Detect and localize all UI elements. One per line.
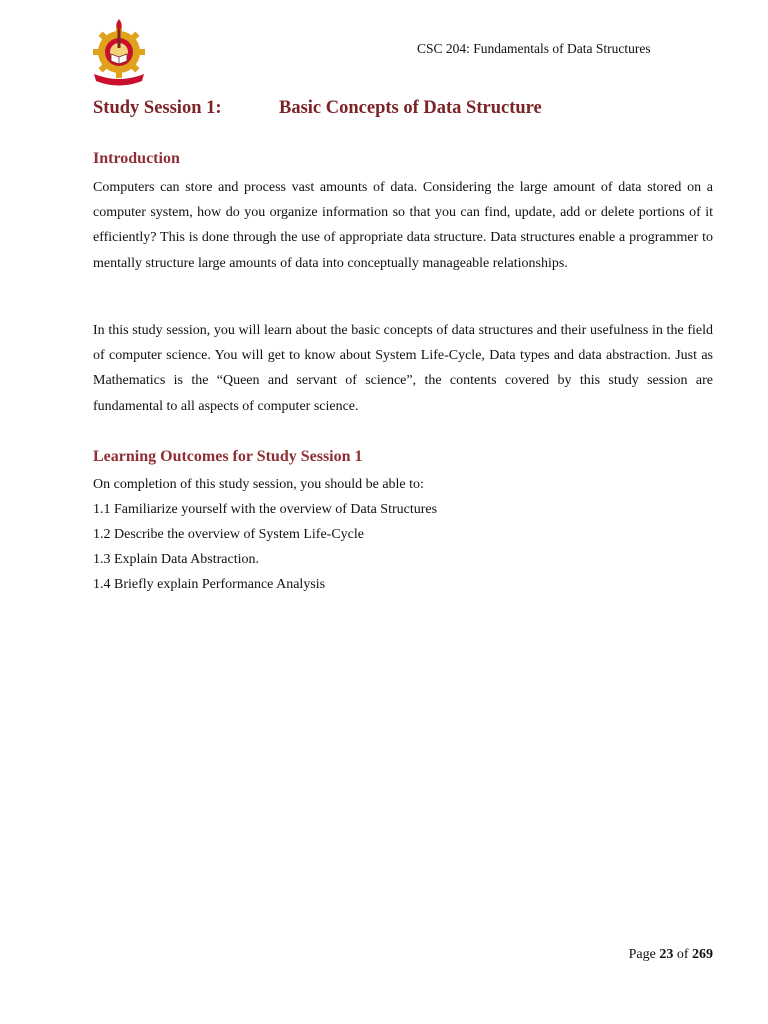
introduction-heading: Introduction (93, 150, 180, 167)
introduction-paragraph-1: Computers can store and process vast amounts of data. Considering the large amount of data stored on a computer system, how do you organize information so that you can find, update, add or delete portions of it efficiently? This is done through the use of appropriate data structure. Data structures enable a programmer to mentally structure large amounts of data into conceptually manageable relationships. (93, 180, 713, 271)
outcome-item: 1.3 Explain Data Abstraction. (93, 552, 260, 567)
introduction-paragraph-2: In this study session, you will learn about the basic concepts of data structures and their usefulness in the field of computer science. You will get to know about System Life-Cycle, Data types and data abstraction. Just as Mathematics is the “Queen and servant of science”, the contents covered by this study session are fundamental to all aspects of computer science. (93, 323, 713, 414)
session-title (93, 98, 542, 119)
learning-outcomes-heading: Learning Outcomes for Study Session 1 (93, 448, 363, 465)
of-word: of (676, 947, 689, 962)
total-pages: 269 (692, 947, 713, 962)
page-number (629, 947, 713, 963)
current-page: 23 (659, 947, 674, 962)
outcome-item: 1.4 Briefly explain Performance Analysis (93, 577, 326, 592)
outcome-item: 1.1 Familiarize yourself with the overview of Data Structures (93, 502, 438, 517)
session-label: Study Session 1: (93, 98, 222, 118)
page-word: Page (628, 947, 656, 962)
outcomes-lead: On completion of this study session, you should be able to: (93, 477, 424, 492)
running-header: CSC 204: Fundamentals of Data Structures (417, 41, 651, 56)
session-title-text: Basic Concepts of Data Structure (279, 98, 542, 118)
university-crest-icon (88, 18, 150, 86)
outcome-item: 1.2 Describe the overview of System Life-Cycle (93, 527, 364, 542)
